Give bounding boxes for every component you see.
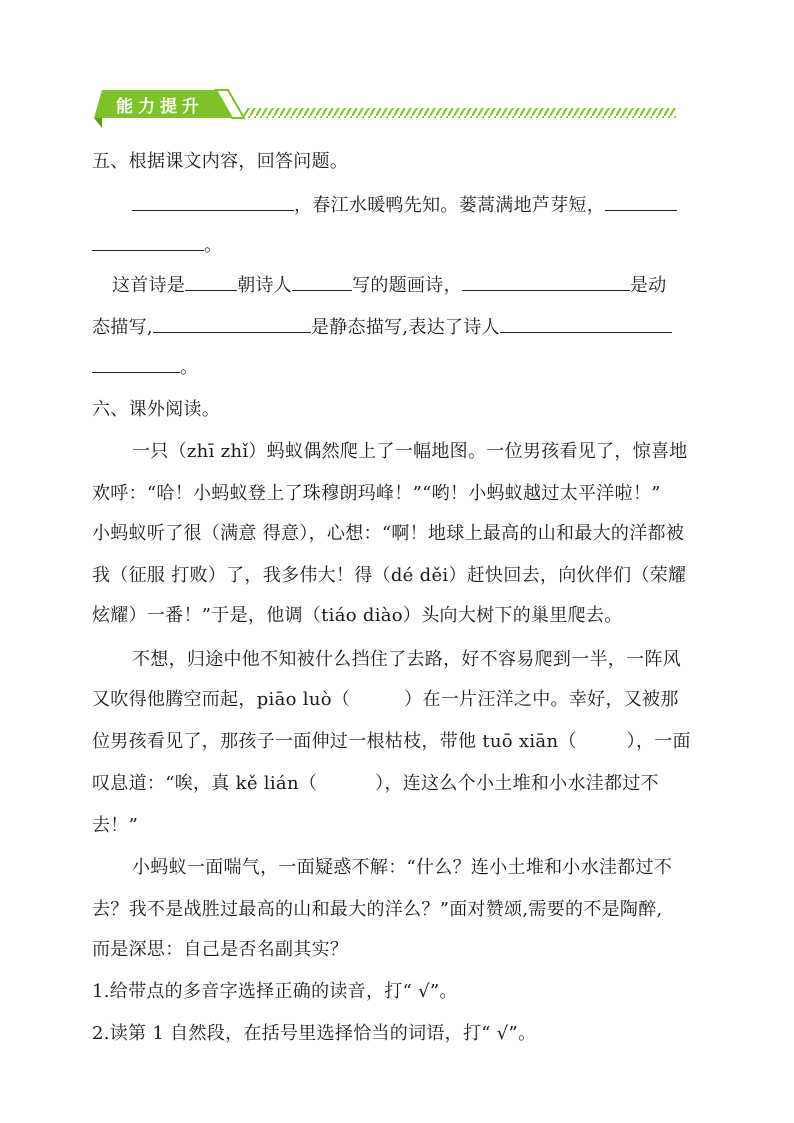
section5-line-1 [132,192,752,216]
passage-p1-line: 一只（zhī zhǐ）蚂蚁偶然爬上了一幅地图。一位男孩看见了，惊喜地 [132,441,688,462]
section5-heading: 五、根据课文内容，回答问题。 [92,151,349,172]
passage-p1-line: 炫耀）一番！”于是，他调（tiáo diào）头向大树下的巢里爬去。 [92,605,623,626]
passage-text: ），连这么个小土堆和小水洼都过不 [375,773,659,794]
passage-p2-line: 去！” [92,815,139,836]
question-text: 是动 [629,275,667,296]
question-text: 。 [180,357,199,378]
section5-line-5 [92,354,712,378]
passage-p2-line [92,688,712,712]
poet-blank[interactable] [292,272,352,291]
answer-blank[interactable] [132,192,294,211]
banner-hatch-line [244,108,676,118]
passage-p2-line [92,730,712,754]
passage-p2-line [92,772,712,796]
passage-text: ），一面 [626,731,691,752]
passage-p3-line: 小蚂蚁一面喘气，一面疑惑不解：“什么？连小土堆和小水洼都过不 [132,857,673,878]
passage-text: 位男孩看见了，那孩子一面伸过一根枯枝，带他 tuō xiān（ [92,731,577,752]
poem-text: ，春江水暖鸭先知。蒌蒿满地芦芽短， [294,195,606,216]
passage-p1-line: 欢呼：“哈！小蚂蚁登上了珠穆朗玛峰！”“哟！小蚂蚁越过太平洋啦！” [92,483,661,504]
banner-fold [94,118,102,128]
emotion-blank-cont[interactable] [92,354,180,373]
emotion-blank[interactable] [500,314,672,333]
section-banner [94,86,678,130]
question-text: 朝诗人 [237,275,293,296]
passage-p3-line: 去？我不是战胜过最高的山和最大的洋么？”面对赞颂,需要的不是陶醉, [92,899,663,920]
passage-p2-line: 不想，归途中他不知被什么挡住了去路，好不容易爬到一半，一阵风 [132,649,681,670]
passage-p1-line: 我（征服 打败）了，我多伟大！得（dé děi）赶快回去，向伙伴们（荣耀 [92,565,687,586]
question-text: 写的题画诗， [352,275,462,296]
banner-title: 能力提升 [116,97,204,117]
static-blank[interactable] [153,314,311,333]
poem-text: 。 [204,235,223,256]
section5-line-3 [112,272,732,296]
section5-line-2 [92,232,712,256]
passage-text: ）在一片汪洋之中。幸好，又被那 [404,689,679,710]
passage-p1-line: 小蚂蚁听了很（满意 得意），心想：“啊！地球上最高的山和最大的洋都被 [92,523,685,544]
passage-p3-line: 而是深思：自己是否名副其实？ [92,939,349,960]
passage-text: 叹息道：“唉，真 kě lián（ [92,773,318,794]
answer-blank[interactable] [605,192,677,211]
question-1: 1.给带点的多音字选择正确的读音，打“ √”。 [92,981,458,1002]
question-text: 这首诗是 [112,275,186,296]
section5-line-4 [92,314,712,338]
section6-heading: 六、课外阅读。 [92,399,221,420]
dynamic-blank[interactable] [462,272,630,291]
passage-text: 又吹得他腾空而起，piāo luò（ [92,689,351,710]
question-2: 2.读第 1 自然段，在括号里选择恰当的词语，打“ √”。 [92,1023,537,1044]
dynasty-blank[interactable] [185,272,237,291]
answer-blank[interactable] [92,232,204,251]
question-text: 是静态描写,表达了诗人 [310,317,500,338]
question-text: 态描写, [92,317,153,338]
